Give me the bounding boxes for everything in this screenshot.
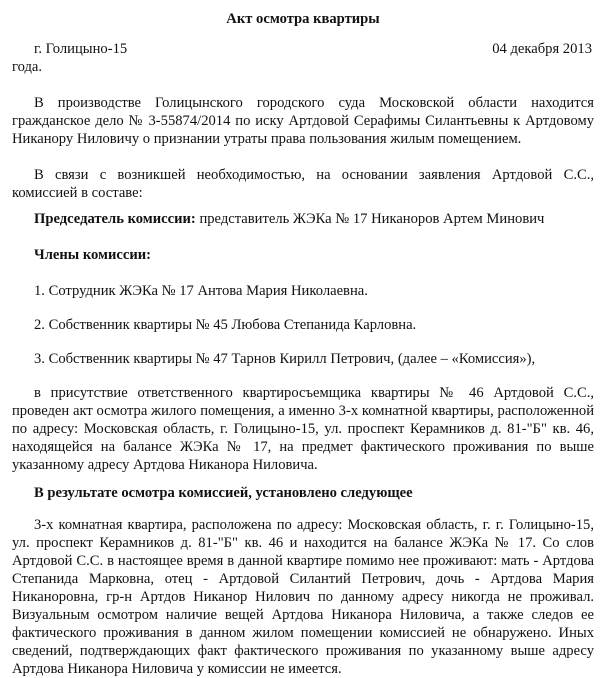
chairman-line [12,210,594,228]
document-title: Акт осмотра квартиры [226,11,380,27]
chairman-value: представитель ЖЭКа № 17 Никаноров Артем Минович [195,211,545,227]
intro-paragraph: В производстве Голицынского городского суда Московской области находится гражданское дело № 3-55874/2014 по иску Артдовой Серафимы Силантьевны к Артдовому Никанору Ниловичу о признании утраты права пользования жилым помещением. [12,95,594,147]
members-heading [12,246,594,264]
member-item: 2. Собственник квартиры № 45 Любова Степанида Карловна. [34,317,417,333]
member-item: 3. Собственник квартиры № 47 Тарнов Кирилл Петрович, (далее – «Комиссия»), [34,351,536,367]
result-heading-text: В результате осмотра комиссией, установлено следующее [34,485,413,501]
member-item: 1. Сотрудник ЖЭКа № 17 Антова Мария Николаевна. [34,283,368,299]
result-heading [12,484,594,502]
chairman-label: Председатель комиссии: [34,211,196,227]
basis-paragraph: В связи с возникшей необходимостью, на основании заявления Артдовой С.С., комиссией в составе: [12,167,594,201]
year-word: года. [12,59,43,75]
members-label: Члены комиссии: [34,247,152,263]
presence-paragraph: в присутствие ответственного квартиросъемщика квартиры № 46 Артдовой С.С., проведен акт осмотра жилого помещения, а именно 3-х комнатной квартиры, расположенной по адресу: Московская область, г. Голицыно-15, ул. проспект Керамников д. 81-"Б" кв. 46, находящейся на балансе ЖЭКа № 17, на предмет фактического проживания по выше указанному адресу Артдова Никанора Ниловича. [12,385,594,473]
date: 04 декабря 2013 [492,41,592,57]
result-paragraph: 3-х комнатная квартира, расположена по адресу: Московская область, г. г. Голицыно-15, ул. проспект Керамников д. 81-"Б" кв. 46 и находится на балансе ЖЭКа № 17. Со слов Артдовой С.С. в настоящее время в данной квартире помимо нее проживают: мать - Артдова Степанида Марковна, отец - Артдовой Силантий Петрович, дочь - Артдова Мария Никаноровна, гр-н Артдов Никанор Нилович по данному адресу никогда не проживал. Визуальным осмотром наличие вещей Артдова Никанора Ниловича, а также следов ее фактического проживания в данном жилом помещении комиссией не обнаружено. Иных сведений, подтверждающих факт фактического проживания по указанному выше адресу Артдова Никанора Ниловича у комиссии не имеется. [12,517,594,677]
place: г. Голицыно-15 [34,41,128,57]
